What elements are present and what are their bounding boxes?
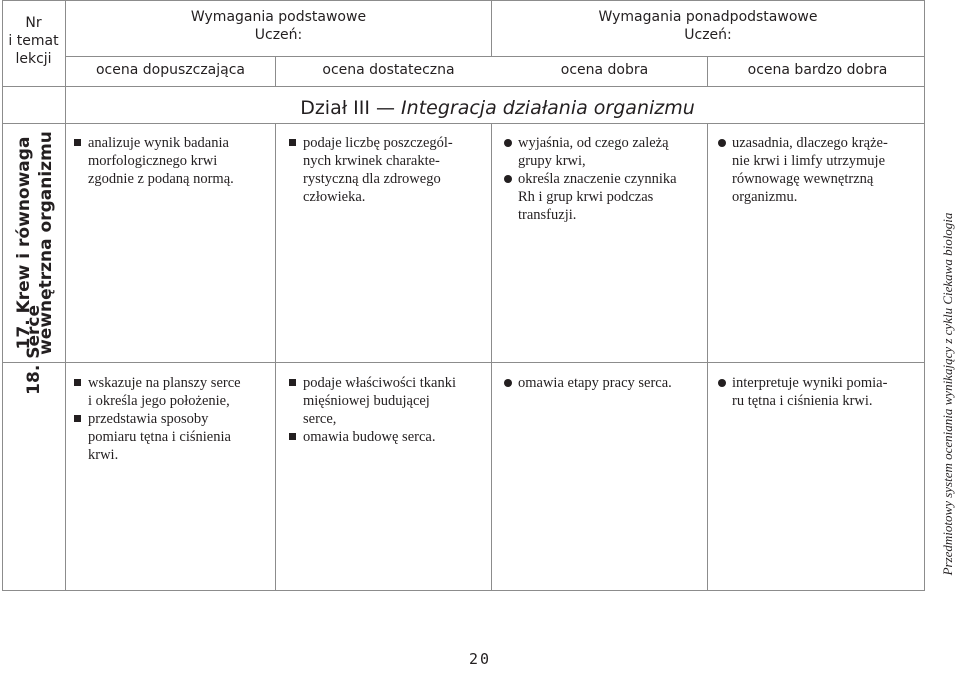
advanced-requirements-header	[492, 8, 924, 44]
requirement-item	[714, 134, 919, 206]
round-bullet-icon	[504, 175, 512, 183]
requirement-line: określa znaczenie czynnika	[518, 171, 677, 187]
requirement-line: Rh i grup krwi podczas	[518, 189, 654, 205]
nr-header-line: Nr	[25, 15, 42, 31]
grade-header-3: ocena dobra	[560, 62, 649, 78]
requirement-item	[70, 134, 270, 188]
square-bullet-icon	[74, 379, 81, 386]
advanced-requirements-title: Wymagania ponadpodstawowe	[598, 9, 818, 25]
requirement-line: transfuzji.	[518, 207, 577, 223]
square-bullet-icon	[289, 139, 296, 146]
lesson-18-col-dobra	[500, 374, 705, 392]
requirement-line: pomiaru tętna i ciśnienia	[88, 429, 231, 445]
requirement-line: podaje liczbę poszczegól-	[303, 135, 453, 151]
requirement-line: rystyczną dla zdrowego	[303, 171, 441, 187]
lesson-18-col-bardzo-dobra	[714, 374, 919, 410]
grade-header-2: ocena dostateczna	[322, 62, 455, 78]
side-note: Przedmiotowy system oceniania wynikający z cyklu Ciekawa biologia	[940, 212, 955, 576]
lesson-17-col-dostateczna	[285, 134, 485, 206]
requirement-line: równowagę wewnętrzną	[732, 171, 874, 187]
requirement-line: omawia etapy pracy serca.	[518, 375, 672, 391]
requirement-line: grupy krwi,	[518, 153, 586, 169]
requirement-item	[500, 170, 705, 224]
requirement-line: wyjaśnia, od czego zależą	[518, 135, 669, 151]
lesson-17-col-dopuszczajaca	[70, 134, 270, 188]
lesson-17-col-dobra	[500, 134, 705, 224]
requirement-line: analizuje wynik badania	[88, 135, 229, 151]
requirement-line: przedstawia sposoby	[88, 411, 209, 427]
section-name: Integracja działania organizmu	[401, 97, 695, 119]
requirement-line: podaje właściwości tkanki	[303, 375, 457, 391]
requirement-line: i określa jego położenie,	[88, 393, 230, 409]
requirement-line: mięśniowej budującej	[303, 393, 430, 409]
square-bullet-icon	[289, 433, 296, 440]
basic-requirements-student: Uczeń:	[254, 27, 303, 43]
requirement-line: człowieka.	[303, 189, 366, 205]
requirement-line: krwi.	[88, 447, 119, 463]
section-prefix: Dział III —	[300, 97, 402, 119]
square-bullet-icon	[74, 415, 81, 422]
advanced-requirements-student: Uczeń:	[684, 27, 732, 43]
requirement-line: ru tętna i ciśnienia krwi.	[732, 393, 873, 409]
requirement-line: organizmu.	[732, 189, 798, 205]
nr-header-line: i temat	[8, 33, 59, 49]
requirement-line: wskazuje na planszy serce	[88, 375, 241, 391]
requirement-line: interpretuje wyniki pomia-	[732, 375, 888, 391]
lesson-title-line: 18. Serce	[24, 305, 44, 395]
requirement-item	[500, 374, 705, 392]
requirement-item	[285, 374, 485, 428]
requirement-line: nych krwinek charakte-	[303, 153, 440, 169]
round-bullet-icon	[504, 139, 512, 147]
section-title	[65, 97, 930, 119]
lesson-17-col-bardzo-dobra	[714, 134, 919, 206]
requirement-line: zgodnie z podaną normą.	[88, 171, 234, 187]
requirement-item	[500, 134, 705, 170]
page-number: 20	[468, 650, 492, 668]
requirement-item	[714, 374, 919, 410]
requirement-line: omawia budowę serca.	[303, 429, 436, 445]
lesson-title-line: 17. Krew i równowaga	[14, 136, 34, 350]
round-bullet-icon	[718, 139, 726, 147]
requirement-item	[70, 410, 270, 464]
lesson-18-col-dopuszczajaca	[70, 374, 270, 464]
basic-requirements-header	[66, 8, 491, 44]
nr-header-line: lekcji	[15, 51, 52, 67]
lesson-title-line: wewnętrzna organizmu	[36, 131, 56, 355]
square-bullet-icon	[74, 139, 81, 146]
grade-header-4: ocena bardzo dobra	[747, 62, 888, 78]
nr-header	[2, 14, 65, 68]
requirement-item	[285, 134, 485, 206]
lesson-title-18	[23, 305, 45, 525]
lesson-18-col-dostateczna	[285, 374, 485, 446]
round-bullet-icon	[504, 379, 512, 387]
requirement-line: uzasadnia, dlaczego krąże-	[732, 135, 888, 151]
requirement-item	[285, 428, 485, 446]
requirement-line: morfologicznego krwi	[88, 153, 218, 169]
grade-header-1: ocena dopuszczająca	[95, 62, 245, 78]
requirement-line: nie krwi i limfy utrzymuje	[732, 153, 886, 169]
requirement-line: serce,	[303, 411, 337, 427]
square-bullet-icon	[289, 379, 296, 386]
requirement-item	[70, 374, 270, 410]
round-bullet-icon	[718, 379, 726, 387]
basic-requirements-title: Wymagania podstawowe	[190, 9, 367, 25]
